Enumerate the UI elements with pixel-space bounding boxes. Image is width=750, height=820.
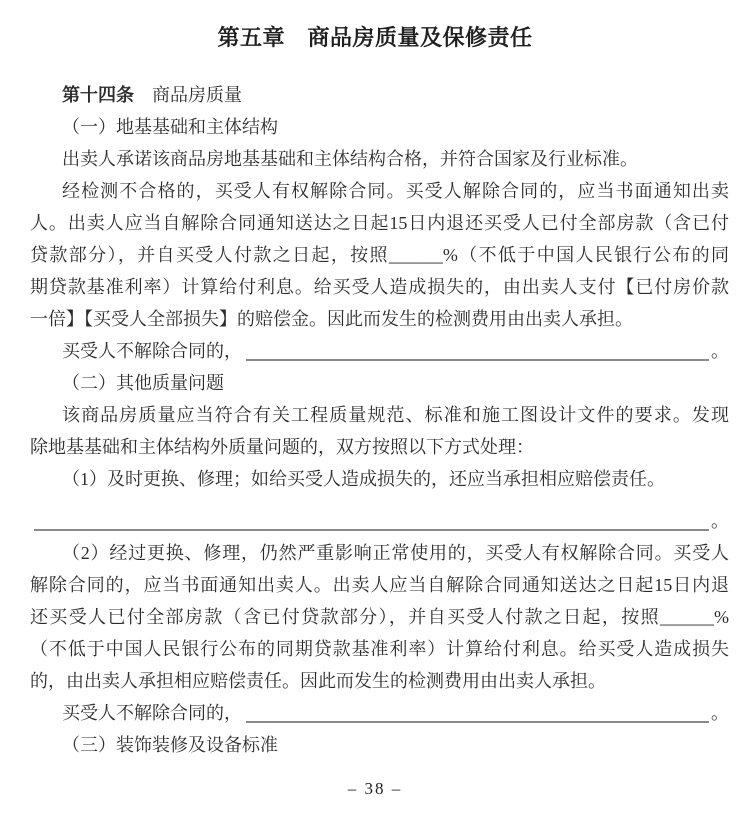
document-line xyxy=(30,335,729,367)
line-text: （2）经过更换、修理，仍然严重影响正常使用的，买受人有权解除合同。买受人 xyxy=(62,543,729,563)
document-line xyxy=(30,367,729,399)
document-line xyxy=(30,569,729,601)
line-text: （二）其他质量问题 xyxy=(62,373,224,393)
line-text: 人。出卖人应当自解除合同通知送达之日起15日内退还买受人已付全部房款（含已付 xyxy=(30,213,729,233)
line-text: 买受人不解除合同的， xyxy=(62,341,242,361)
line-text: 的，由出卖人承担相应赔偿责任。因此而发生的检测费用由出卖人承担。 xyxy=(30,671,606,691)
chapter-title: 第五章 商品房质量及保修责任 xyxy=(217,25,533,50)
document-line xyxy=(30,431,729,463)
line-text: 一倍】【买受人全部损失】的赔偿金。因此而发生的检测费用由出卖人承担。 xyxy=(30,309,633,329)
document-line xyxy=(30,633,729,665)
document-line xyxy=(30,601,729,633)
document-line xyxy=(30,79,729,111)
line-text: 解除合同的，应当书面通知出卖人。出卖人应当自解除合同通知送达之日起15日内退 xyxy=(30,575,729,595)
line-text: 。 xyxy=(711,511,729,531)
document-line xyxy=(30,175,729,207)
line-text: 第十四条 xyxy=(62,85,134,105)
line-text: 该商品房质量应当符合有关工程质量规范、标准和施工图设计文件的要求。发现 xyxy=(62,405,729,425)
line-text: 商品房质量 xyxy=(134,85,242,105)
line-text: 期贷款基准利率）计算给付利息。给买受人造成损失的，由出卖人支付【已付房价款 xyxy=(30,277,729,297)
document-line xyxy=(30,111,729,143)
document-line xyxy=(30,399,729,431)
line-text: 经检测不合格的，买受人有权解除合同。买受人解除合同的，应当书面通知出卖 xyxy=(62,181,729,201)
document-line xyxy=(30,239,729,271)
document-line xyxy=(30,143,729,175)
document-line xyxy=(30,271,729,303)
document-line xyxy=(30,537,729,569)
line-text: （不低于中国人民银行公布的同期贷款基准利率）计算给付利息。给买受人造成损失 xyxy=(30,639,729,659)
line-text: 出卖人承诺该商品房地基基础和主体结构合格，并符合国家及行业标准。 xyxy=(62,149,638,169)
line-text: 。 xyxy=(711,703,729,723)
line-text: （三）装饰装修及设备标准 xyxy=(62,735,278,755)
blank-underline xyxy=(246,359,709,361)
line-text: 贷款部分），并自买受人付款之日起，按照______%（不低于中国人民银行公布的同 xyxy=(30,245,729,265)
blank-underline xyxy=(246,721,709,723)
document-line xyxy=(30,207,729,239)
document-line xyxy=(30,665,729,697)
document-line xyxy=(30,463,729,495)
document-line xyxy=(30,303,729,335)
line-text: 还买受人已付全部房款（含已付贷款部分），并自买受人付款之日起，按照______% xyxy=(30,607,729,627)
document-line xyxy=(30,505,729,537)
line-text: 除地基基础和主体结构外质量问题的，双方按照以下方式处理： xyxy=(30,437,534,457)
document-line xyxy=(30,697,729,729)
line-text: 。 xyxy=(711,341,729,361)
line-text: （一）地基基础和主体结构 xyxy=(62,117,278,137)
document-lines xyxy=(30,79,729,761)
document-line xyxy=(30,729,729,761)
page-number: – 38 – xyxy=(347,779,403,798)
line-text: 买受人不解除合同的， xyxy=(62,703,242,723)
line-text: （1）及时更换、修理；如给买受人造成损失的，还应当承担相应赔偿责任。 xyxy=(62,469,665,489)
blank-underline xyxy=(34,529,709,531)
